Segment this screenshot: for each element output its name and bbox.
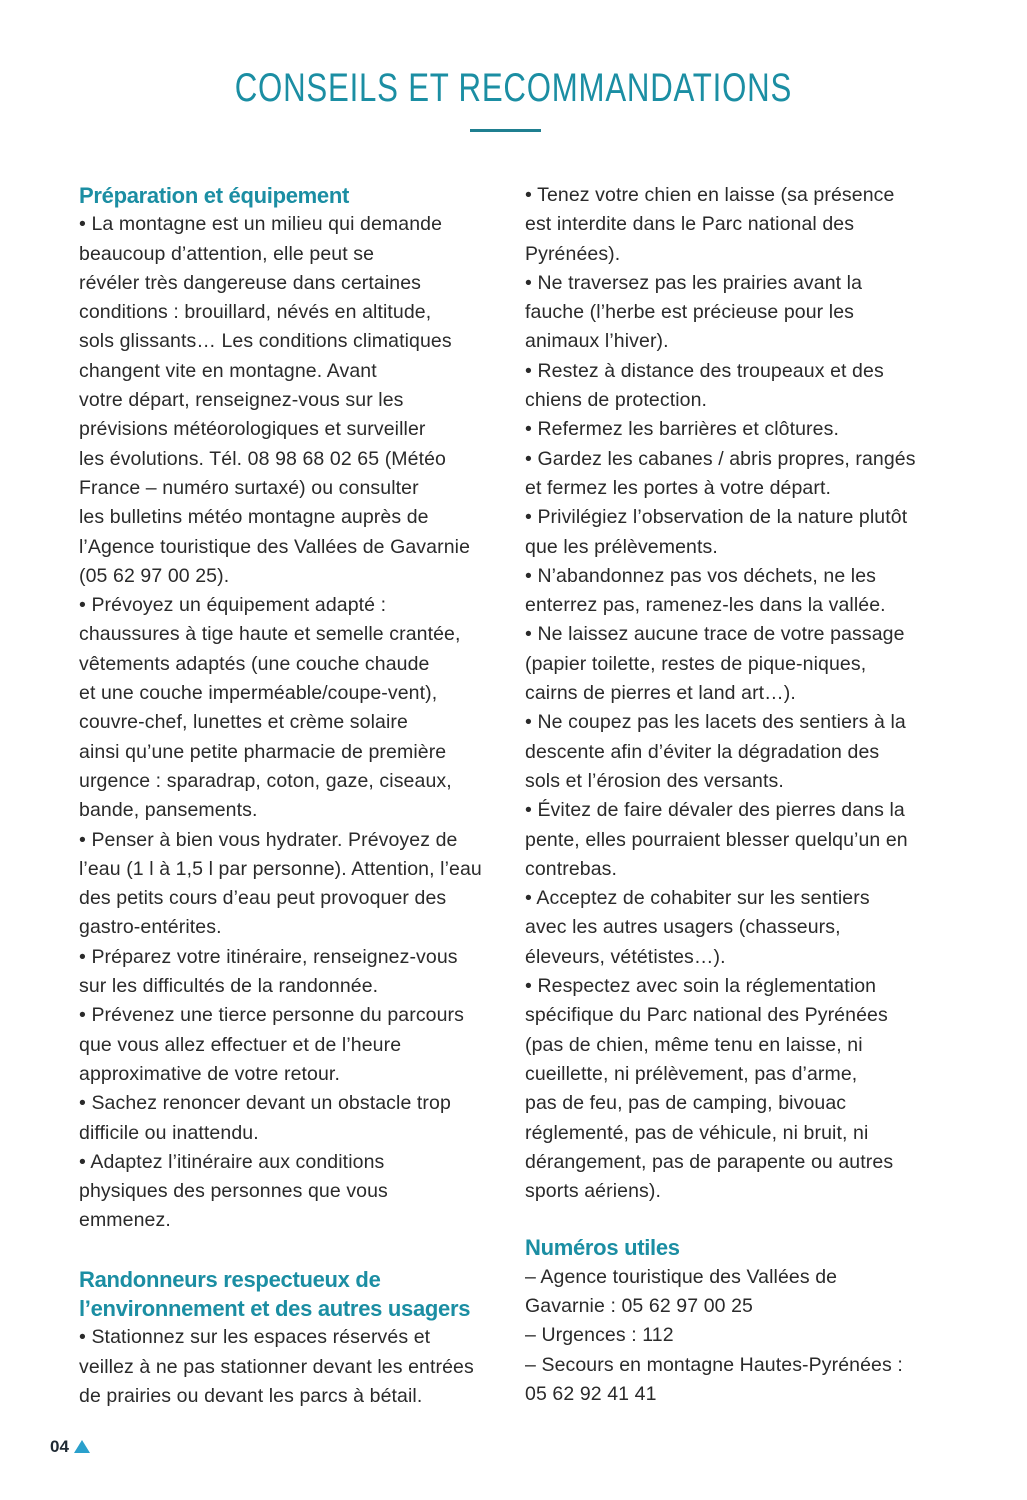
section-heading-preparation: Préparation et équipement [79, 183, 350, 208]
text-line: et une couche imperméable/coupe-vent), [79, 682, 438, 705]
text-line: et fermez les portes à votre départ. [525, 476, 831, 499]
text-line: • Prévoyez un équipement adapté : [79, 594, 387, 617]
heading-line: Randonneurs respectueux de [79, 1266, 381, 1292]
text-line: contrebas. [525, 857, 618, 880]
text-line: difficile ou inattendu. [79, 1121, 259, 1144]
section-heading-respect [79, 1265, 499, 1324]
preparation-body [79, 210, 499, 1235]
text-line: (papier toilette, restes de pique-niques, [525, 652, 867, 675]
text-line: sols glissants… Les conditions climatiques [79, 330, 452, 353]
text-line: gastro-entérites. [79, 916, 222, 939]
text-line: – Agence touristique des Vallées de [525, 1265, 838, 1288]
text-line: révéler très dangereuse dans certaines [79, 271, 421, 294]
useful-numbers-list [525, 1263, 945, 1409]
section-spacer [79, 1236, 499, 1265]
text-line: urgence : sparadrap, coton, gaze, ciseaux, [79, 769, 452, 792]
section-spacer [525, 1206, 945, 1233]
text-line: France – numéro surtaxé) ou consulter [79, 476, 419, 499]
text-line: • Tenez votre chien en laisse (sa présence [525, 184, 895, 206]
text-line: (05 62 97 00 25). [79, 564, 230, 587]
respect-body-continued [525, 181, 945, 1206]
text-line: • Penser à bien vous hydrater. Prévoyez de [79, 828, 458, 851]
text-line: emmenez. [79, 1209, 171, 1232]
text-line: éleveurs, vététistes…). [525, 945, 726, 968]
text-line: chaussures à tige haute et semelle crantée, [79, 623, 461, 646]
text-line: de prairies ou devant les parcs à bétail. [79, 1384, 423, 1407]
text-line: avec les autres usagers (chasseurs, [525, 916, 841, 939]
text-line: chiens de protection. [525, 389, 708, 412]
text-line: beaucoup d’attention, elle peut se [79, 242, 375, 265]
text-line: physiques des personnes que vous [79, 1180, 388, 1203]
text-line: conditions : brouillard, névés en altitude, [79, 301, 432, 324]
text-line: • Refermez les barrières et clôtures. [525, 418, 839, 441]
text-line: couvre-chef, lunettes et crème solaire [79, 711, 408, 734]
text-line: – Urgences : 112 [525, 1324, 674, 1347]
text-line: • Ne laissez aucune trace de votre passage [525, 623, 905, 646]
text-line: l’eau (1 l à 1,5 l par personne). Attention, l’eau [79, 857, 482, 880]
text-line: spécifique du Parc national des Pyrénées [525, 1004, 888, 1027]
text-line: • Évitez de faire dévaler des pierres dans la [525, 799, 905, 822]
text-line: les évolutions. Tél. 08 98 68 02 65 (Météo [79, 447, 446, 470]
text-line: est interdite dans le Parc national des [525, 213, 855, 236]
text-line: enterrez pas, ramenez-les dans la vallée. [525, 594, 886, 617]
title-divider [470, 129, 541, 132]
text-line: prévisions météorologiques et surveiller [79, 418, 426, 441]
section-heading-useful-numbers: Numéros utiles [525, 1235, 680, 1261]
text-line: 05 62 92 41 41 [525, 1382, 657, 1405]
text-line: votre départ, renseignez-vous sur les [79, 389, 404, 412]
text-line: – Secours en montagne Hautes-Pyrénées : [525, 1353, 903, 1376]
text-line: les bulletins météo montagne auprès de [79, 506, 429, 529]
left-column [79, 181, 499, 1411]
text-line: • Restez à distance des troupeaux et des [525, 359, 884, 382]
text-line: • Acceptez de cohabiter sur les sentiers [525, 887, 870, 910]
text-line: • Gardez les cabanes / abris propres, rangés [525, 447, 916, 470]
text-line: ainsi qu’une petite pharmacie de première [79, 740, 447, 763]
text-line: Pyrénées). [525, 242, 621, 265]
text-line: bande, pansements. [79, 799, 258, 822]
text-line: que vous allez effectuer et de l’heure [79, 1033, 402, 1056]
text-line: veillez à ne pas stationner devant les entrées [79, 1355, 474, 1378]
text-line: • Adaptez l’itinéraire aux conditions [79, 1150, 385, 1173]
text-line: • Ne coupez pas les lacets des sentiers à la [525, 711, 906, 734]
text-line: • Sachez renoncer devant un obstacle trop [79, 1092, 451, 1115]
text-line: • N’abandonnez pas vos déchets, ne les [525, 564, 877, 587]
text-line: pente, elles pourraient blesser quelqu’un en [525, 828, 908, 851]
text-line: vêtements adaptés (une couche chaude [79, 652, 430, 675]
text-line: réglementé, pas de véhicule, ni bruit, ni [525, 1121, 869, 1144]
text-line: pas de feu, pas de camping, bivouac [525, 1092, 847, 1115]
page-title: CONSEILS ET RECOMMANDATIONS [234, 66, 793, 110]
text-line: que les prélèvements. [525, 535, 718, 558]
text-line: cueillette, ni prélèvement, pas d’arme, [525, 1062, 858, 1085]
text-line: sur les difficultés de la randonnée. [79, 975, 379, 998]
text-line: changent vite en montagne. Avant [79, 359, 377, 382]
text-line: • Ne traversez pas les prairies avant la [525, 271, 863, 294]
page-number: 04 [50, 1437, 69, 1456]
text-line: sports aériens). [525, 1180, 661, 1203]
text-line: cairns de pierres et land art…). [525, 682, 796, 705]
text-line: fauche (l’herbe est précieuse pour les [525, 301, 854, 324]
text-line: (pas de chien, même tenu en laisse, ni [525, 1033, 863, 1056]
text-line: animaux l’hiver). [525, 330, 669, 353]
text-line: • Préparez votre itinéraire, renseignez-vous [79, 945, 458, 968]
text-line: • Respectez avec soin la réglementation [525, 975, 877, 998]
text-line: des petits cours d’eau peut provoquer des [79, 887, 447, 910]
heading-line: l’environnement et des autres usagers [79, 1295, 471, 1321]
text-line: • La montagne est un milieu qui demande [79, 213, 443, 236]
right-column [525, 181, 945, 1409]
text-line: approximative de votre retour. [79, 1062, 340, 1085]
text-line: • Prévenez une tierce personne du parcours [79, 1004, 465, 1027]
text-line: Gavarnie : 05 62 97 00 25 [525, 1294, 753, 1317]
text-line: descente afin d’éviter la dégradation des [525, 740, 880, 763]
text-line: sols et l’érosion des versants. [525, 769, 784, 792]
text-line: • Stationnez sur les espaces réservés et [79, 1326, 431, 1349]
text-line: • Privilégiez l’observation de la nature plutôt [525, 506, 908, 529]
text-line: dérangement, pas de parapente ou autres [525, 1150, 894, 1173]
triangle-up-icon [74, 1440, 90, 1453]
text-line: l’Agence touristique des Vallées de Gavarnie [79, 535, 471, 558]
respect-body [79, 1323, 499, 1411]
